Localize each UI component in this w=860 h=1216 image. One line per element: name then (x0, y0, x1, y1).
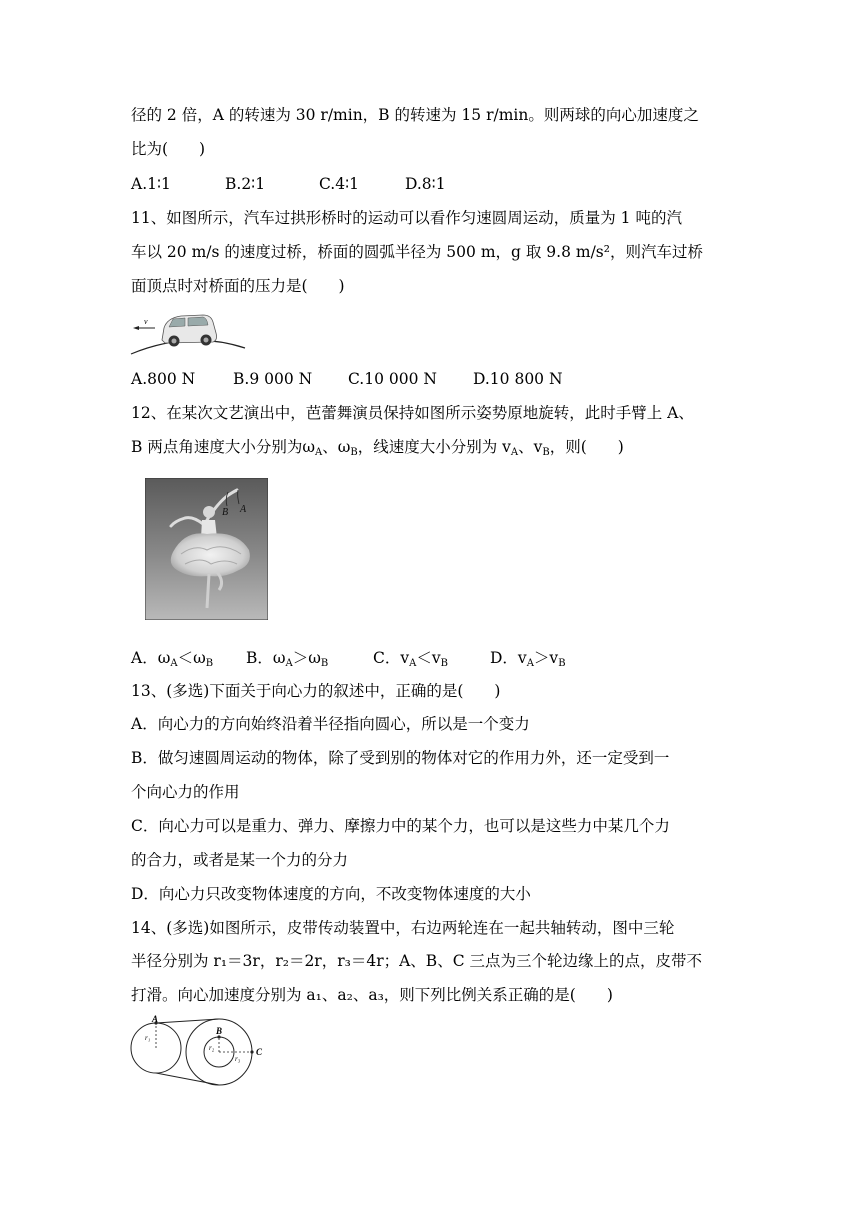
q12-option-c: C．$v_A<v_B$ (373, 649, 448, 669)
r2-label: r₂ (209, 1044, 215, 1052)
r1-label: r₁ (145, 1034, 151, 1042)
q11-option-a: A.800 N (131, 370, 196, 388)
q13-option-a: A．向心力的方向始终沿着半径指向圆心，所以是一个变力 (131, 715, 530, 733)
q13-option-b-line1: B．做匀速圆周运动的物体，除了受到别的物体对它的作用力外，还一定受到一 (131, 749, 670, 767)
velocity-label: v (144, 317, 148, 326)
q13-option-c-line1: C．向心力可以是重力、弹力、摩擦力中的某个力，也可以是这些力中某几个力 (131, 817, 670, 835)
q14-line2: 半径分别为 r₁＝3r，r₂＝2r，r₃＝4r；A、B、C 三点为三个轮边缘上的点，皮带不 (131, 952, 702, 970)
q13-option-d: D．向心力只改变物体速度的方向，不改变物体速度的大小 (131, 885, 531, 903)
q11-line1: 11、如图所示，汽车过拱形桥时的运动可以看作匀速圆周运动，质量为 1 吨的汽 (131, 209, 682, 227)
q12-option-d: D．$v_A>v_B$ (490, 649, 566, 669)
q11-option-c: C.10 000 N (348, 370, 437, 388)
q11-line2: 车以 20 m/s 的速度过桥，桥面的圆弧半径为 500 m，g 取 9.8 m/s²，则汽车过桥 (131, 243, 703, 261)
point-c-label: C (256, 1047, 263, 1057)
q10-line1: 径的 2 倍，A 的转速为 30 r/min，B 的转速为 15 r/min。则两球的向心加速度之 (131, 106, 699, 124)
q11-options (131, 369, 563, 389)
q13-stem: 13、(多选)下面关于向心力的叙述中，正确的是( ) (131, 682, 501, 700)
ballet-dancer-figure (145, 478, 268, 620)
point-b-label: B (222, 507, 229, 518)
q10-options (131, 174, 446, 194)
q10-option-c: C.4∶1 (319, 175, 359, 193)
q11-option-d: D.10 800 N (473, 370, 563, 388)
r3-label: r₃ (235, 1055, 241, 1063)
q12-line1: 12、在某次文艺演出中，芭蕾舞演员保持如图所示姿势原地旋转，此时手臂上 A、 (131, 404, 694, 422)
q14-line1: 14、(多选)如图所示，皮带传动装置中，右边两轮连在一起共轴转动，图中三轮 (131, 919, 675, 937)
q10-line2: 比为( ) (131, 140, 206, 158)
q13-option-b-line2: 个向心力的作用 (131, 783, 240, 801)
q10-option-d: D.8∶1 (405, 175, 446, 193)
q14-line3: 打滑。向心加速度分别为 a₁、a₂、a₃，则下列比例关系正确的是( ) (131, 986, 613, 1004)
point-a-label: A (152, 1014, 159, 1024)
belt-drive-figure (129, 1014, 269, 1086)
point-a-label: A (240, 504, 247, 515)
q11-option-b: B.9 000 N (233, 370, 313, 388)
q13-option-c-line2: 的合力，或者是某一个力的分力 (131, 851, 349, 869)
point-b-label: B (216, 1026, 223, 1036)
q10-option-b: B.2∶1 (225, 175, 266, 193)
q12-line2: B 两点角速度大小分别为$\omega_A$、$\omega_B$，线速度大小分别为 $v_A$、$v_B$，则( ) (131, 438, 624, 458)
q12-option-a: A．$\omega_A<\omega_B$ (131, 649, 214, 669)
q12-options (131, 648, 566, 674)
car-on-bridge-figure (129, 306, 247, 358)
q10-option-a: A.1∶1 (131, 175, 171, 193)
q11-line3: 面顶点时对桥面的压力是( ) (131, 277, 345, 295)
q12-option-b: B．$\omega_A>\omega_B$ (246, 649, 329, 669)
